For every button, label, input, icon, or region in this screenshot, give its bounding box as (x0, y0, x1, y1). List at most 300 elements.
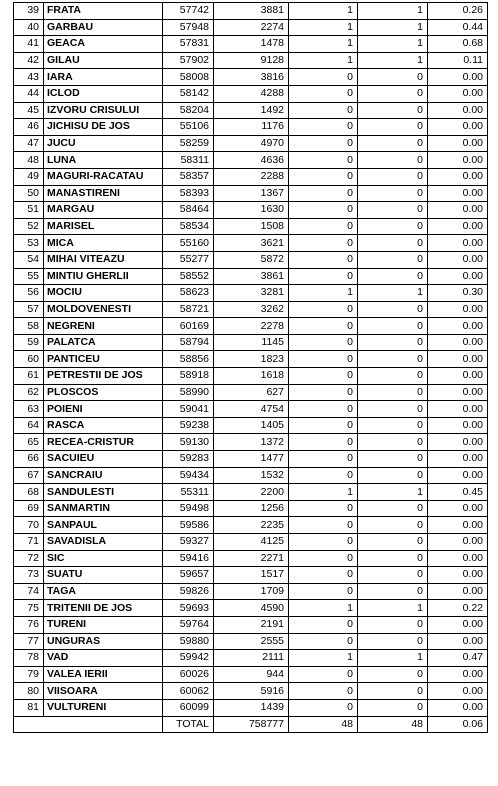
code-value: 59434 (163, 467, 214, 484)
count-b-value: 1 (358, 285, 428, 302)
table-row (14, 285, 488, 302)
count-a-value: 0 (289, 168, 358, 185)
code-value: 60169 (163, 318, 214, 335)
population-value: 1176 (214, 119, 289, 136)
table-row (14, 185, 488, 202)
table-row (14, 368, 488, 385)
count-b-value: 0 (358, 633, 428, 650)
table-row (14, 69, 488, 86)
code-value: 60026 (163, 666, 214, 683)
population-value: 3881 (214, 3, 289, 20)
count-b-value: 0 (358, 85, 428, 102)
population-value: 2288 (214, 168, 289, 185)
table-row (14, 451, 488, 468)
count-b-value: 0 (358, 368, 428, 385)
code-value: 55277 (163, 251, 214, 268)
code-value: 58259 (163, 135, 214, 152)
code-value: 60062 (163, 683, 214, 700)
row-number: 50 (14, 185, 44, 202)
count-b-value: 0 (358, 334, 428, 351)
rate-value: 0.00 (428, 550, 488, 567)
table-row (14, 600, 488, 617)
count-a-value: 0 (289, 301, 358, 318)
count-a-value: 1 (289, 600, 358, 617)
count-a-value: 1 (289, 52, 358, 69)
row-number: 44 (14, 85, 44, 102)
table-row (14, 318, 488, 335)
rate-value: 0.00 (428, 616, 488, 633)
row-number: 57 (14, 301, 44, 318)
rate-value: 0.45 (428, 484, 488, 501)
population-value: 627 (214, 384, 289, 401)
count-b-value: 0 (358, 168, 428, 185)
commune-name: VAD (44, 650, 163, 667)
count-a-value: 0 (289, 334, 358, 351)
rate-value: 0.00 (428, 119, 488, 136)
table-row (14, 135, 488, 152)
count-a-value: 0 (289, 633, 358, 650)
count-a-value: 0 (289, 251, 358, 268)
code-value: 59826 (163, 583, 214, 600)
count-a-value: 0 (289, 699, 358, 716)
row-number: 73 (14, 567, 44, 584)
table-row (14, 550, 488, 567)
table-row (14, 152, 488, 169)
rate-value: 0.00 (428, 301, 488, 318)
commune-name: MINTIU GHERLII (44, 268, 163, 285)
commune-name: VALEA IERII (44, 666, 163, 683)
row-number: 66 (14, 451, 44, 468)
commune-name: SIC (44, 550, 163, 567)
data-table (13, 2, 488, 733)
row-number: 81 (14, 699, 44, 716)
code-value: 58534 (163, 218, 214, 235)
row-number: 53 (14, 235, 44, 252)
table-row (14, 268, 488, 285)
population-value: 3262 (214, 301, 289, 318)
table-row (14, 36, 488, 53)
code-value: 59498 (163, 500, 214, 517)
table-row (14, 500, 488, 517)
count-a-value: 0 (289, 318, 358, 335)
commune-name: PLOSCOS (44, 384, 163, 401)
commune-name: SANPAUL (44, 517, 163, 534)
count-b-value: 0 (358, 583, 428, 600)
commune-name: SANMARTIN (44, 500, 163, 517)
rate-value: 0.00 (428, 401, 488, 418)
count-b-value: 0 (358, 152, 428, 169)
row-number: 52 (14, 218, 44, 235)
table-row (14, 301, 488, 318)
row-number: 65 (14, 434, 44, 451)
rate-value: 0.00 (428, 168, 488, 185)
row-number: 56 (14, 285, 44, 302)
code-value: 58623 (163, 285, 214, 302)
commune-name: PETRESTII DE JOS (44, 368, 163, 385)
count-b-value: 0 (358, 451, 428, 468)
row-number: 49 (14, 168, 44, 185)
row-number: 77 (14, 633, 44, 650)
rate-value: 0.11 (428, 52, 488, 69)
count-b-value: 0 (358, 567, 428, 584)
count-b-value: 0 (358, 301, 428, 318)
population-value: 2111 (214, 650, 289, 667)
commune-name: IZVORU CRISULUI (44, 102, 163, 119)
count-a-value: 0 (289, 467, 358, 484)
count-b-value: 0 (358, 401, 428, 418)
rate-value: 0.26 (428, 3, 488, 20)
rate-value: 0.68 (428, 36, 488, 53)
commune-name: MANASTIRENI (44, 185, 163, 202)
row-number: 55 (14, 268, 44, 285)
code-value: 59416 (163, 550, 214, 567)
total-blank-cell (14, 716, 163, 733)
rate-value: 0.00 (428, 102, 488, 119)
table-body (14, 3, 488, 717)
rate-value: 0.00 (428, 434, 488, 451)
count-b-value: 1 (358, 650, 428, 667)
commune-name: TAGA (44, 583, 163, 600)
code-value: 58204 (163, 102, 214, 119)
commune-name: SANCRAIU (44, 467, 163, 484)
rate-value: 0.00 (428, 368, 488, 385)
rate-value: 0.00 (428, 451, 488, 468)
commune-name: SAVADISLA (44, 534, 163, 551)
code-value: 57902 (163, 52, 214, 69)
population-value: 1508 (214, 218, 289, 235)
population-value: 4970 (214, 135, 289, 152)
table-row (14, 666, 488, 683)
count-a-value: 0 (289, 451, 358, 468)
count-b-value: 0 (358, 185, 428, 202)
count-b-value: 0 (358, 202, 428, 219)
population-value: 2235 (214, 517, 289, 534)
rate-value: 0.00 (428, 185, 488, 202)
count-a-value: 0 (289, 235, 358, 252)
count-b-value: 0 (358, 251, 428, 268)
count-b-value: 1 (358, 36, 428, 53)
population-value: 1439 (214, 699, 289, 716)
row-number: 63 (14, 401, 44, 418)
rate-value: 0.00 (428, 500, 488, 517)
table-row (14, 467, 488, 484)
population-value: 1478 (214, 36, 289, 53)
table-row (14, 202, 488, 219)
code-value: 58008 (163, 69, 214, 86)
row-number: 70 (14, 517, 44, 534)
population-value: 1372 (214, 434, 289, 451)
table-row (14, 534, 488, 551)
commune-name: SUATU (44, 567, 163, 584)
row-number: 59 (14, 334, 44, 351)
population-value: 4754 (214, 401, 289, 418)
rate-value: 0.22 (428, 600, 488, 617)
row-number: 71 (14, 534, 44, 551)
rate-value: 0.00 (428, 666, 488, 683)
rate-value: 0.00 (428, 351, 488, 368)
count-b-value: 0 (358, 135, 428, 152)
code-value: 60099 (163, 699, 214, 716)
row-number: 68 (14, 484, 44, 501)
count-b-value: 0 (358, 119, 428, 136)
commune-name: SACUIEU (44, 451, 163, 468)
commune-name: SANDULESTI (44, 484, 163, 501)
commune-name: JICHISU DE JOS (44, 119, 163, 136)
row-number: 45 (14, 102, 44, 119)
code-value: 58856 (163, 351, 214, 368)
population-value: 4125 (214, 534, 289, 551)
row-number: 41 (14, 36, 44, 53)
population-value: 1367 (214, 185, 289, 202)
population-value: 1709 (214, 583, 289, 600)
population-value: 1405 (214, 417, 289, 434)
count-b-value: 1 (358, 484, 428, 501)
count-a-value: 0 (289, 534, 358, 551)
population-value: 5916 (214, 683, 289, 700)
commune-name: PANTICEU (44, 351, 163, 368)
row-number: 39 (14, 3, 44, 20)
row-number: 69 (14, 500, 44, 517)
table-row (14, 384, 488, 401)
commune-name: MOCIU (44, 285, 163, 302)
total-row (14, 716, 488, 733)
code-value: 58464 (163, 202, 214, 219)
rate-value: 0.00 (428, 268, 488, 285)
code-value: 55311 (163, 484, 214, 501)
code-value: 57742 (163, 3, 214, 20)
total-col5: 48 (289, 716, 358, 733)
commune-name: GILAU (44, 52, 163, 69)
count-a-value: 0 (289, 500, 358, 517)
count-b-value: 0 (358, 517, 428, 534)
population-value: 2191 (214, 616, 289, 633)
count-b-value: 1 (358, 19, 428, 36)
population-value: 4636 (214, 152, 289, 169)
rate-value: 0.00 (428, 202, 488, 219)
count-b-value: 1 (358, 600, 428, 617)
count-a-value: 0 (289, 417, 358, 434)
code-value: 57831 (163, 36, 214, 53)
count-a-value: 0 (289, 567, 358, 584)
count-a-value: 0 (289, 152, 358, 169)
count-b-value: 1 (358, 3, 428, 20)
population-value: 1618 (214, 368, 289, 385)
count-a-value: 1 (289, 650, 358, 667)
population-value: 944 (214, 666, 289, 683)
count-a-value: 0 (289, 69, 358, 86)
count-b-value: 0 (358, 235, 428, 252)
code-value: 59657 (163, 567, 214, 584)
row-number: 78 (14, 650, 44, 667)
table-row (14, 401, 488, 418)
commune-name: PALATCA (44, 334, 163, 351)
table-row (14, 683, 488, 700)
table-row (14, 218, 488, 235)
rate-value: 0.00 (428, 69, 488, 86)
table-row (14, 699, 488, 716)
rate-value: 0.00 (428, 699, 488, 716)
code-value: 58918 (163, 368, 214, 385)
count-b-value: 1 (358, 52, 428, 69)
table-row (14, 119, 488, 136)
population-value: 3281 (214, 285, 289, 302)
count-b-value: 0 (358, 417, 428, 434)
rate-value: 0.00 (428, 633, 488, 650)
population-value: 1823 (214, 351, 289, 368)
commune-name: MAGURI-RACATAU (44, 168, 163, 185)
code-value: 55106 (163, 119, 214, 136)
commune-name: RASCA (44, 417, 163, 434)
row-number: 67 (14, 467, 44, 484)
commune-name: VIISOARA (44, 683, 163, 700)
population-value: 4590 (214, 600, 289, 617)
table-row (14, 484, 488, 501)
rate-value: 0.30 (428, 285, 488, 302)
table-row (14, 517, 488, 534)
count-b-value: 0 (358, 699, 428, 716)
row-number: 47 (14, 135, 44, 152)
population-value: 1477 (214, 451, 289, 468)
count-b-value: 0 (358, 500, 428, 517)
count-b-value: 0 (358, 268, 428, 285)
row-number: 61 (14, 368, 44, 385)
code-value: 58990 (163, 384, 214, 401)
code-value: 58794 (163, 334, 214, 351)
count-b-value: 0 (358, 467, 428, 484)
count-a-value: 0 (289, 202, 358, 219)
count-a-value: 0 (289, 517, 358, 534)
commune-name: UNGURAS (44, 633, 163, 650)
total-rate: 0.06 (428, 716, 488, 733)
code-value: 58721 (163, 301, 214, 318)
count-a-value: 0 (289, 135, 358, 152)
code-value: 59130 (163, 434, 214, 451)
count-b-value: 0 (358, 666, 428, 683)
count-a-value: 1 (289, 484, 358, 501)
commune-name: FRATA (44, 3, 163, 20)
row-number: 60 (14, 351, 44, 368)
table-row (14, 334, 488, 351)
population-value: 5872 (214, 251, 289, 268)
table-row (14, 3, 488, 20)
count-a-value: 0 (289, 583, 358, 600)
count-a-value: 0 (289, 683, 358, 700)
commune-name: TRITENII DE JOS (44, 600, 163, 617)
count-a-value: 0 (289, 85, 358, 102)
population-value: 1492 (214, 102, 289, 119)
rate-value: 0.00 (428, 467, 488, 484)
population-value: 1517 (214, 567, 289, 584)
count-a-value: 0 (289, 351, 358, 368)
count-a-value: 1 (289, 36, 358, 53)
rate-value: 0.00 (428, 517, 488, 534)
table-row (14, 567, 488, 584)
table-row (14, 583, 488, 600)
population-value: 1256 (214, 500, 289, 517)
rate-value: 0.00 (428, 135, 488, 152)
count-b-value: 0 (358, 351, 428, 368)
table-row (14, 52, 488, 69)
row-number: 40 (14, 19, 44, 36)
population-value: 2200 (214, 484, 289, 501)
row-number: 46 (14, 119, 44, 136)
code-value: 58393 (163, 185, 214, 202)
code-value: 59283 (163, 451, 214, 468)
commune-name: MARISEL (44, 218, 163, 235)
row-number: 54 (14, 251, 44, 268)
code-value: 59238 (163, 417, 214, 434)
commune-name: GEACA (44, 36, 163, 53)
table-row (14, 251, 488, 268)
row-number: 64 (14, 417, 44, 434)
commune-name: JUCU (44, 135, 163, 152)
count-a-value: 1 (289, 285, 358, 302)
code-value: 59327 (163, 534, 214, 551)
commune-name: ICLOD (44, 85, 163, 102)
table-row (14, 434, 488, 451)
count-b-value: 0 (358, 218, 428, 235)
count-a-value: 0 (289, 666, 358, 683)
row-number: 42 (14, 52, 44, 69)
commune-name: MOLDOVENESTI (44, 301, 163, 318)
commune-name: IARA (44, 69, 163, 86)
table-row (14, 168, 488, 185)
code-value: 58357 (163, 168, 214, 185)
count-b-value: 0 (358, 616, 428, 633)
table-row (14, 633, 488, 650)
rate-value: 0.00 (428, 235, 488, 252)
count-a-value: 1 (289, 3, 358, 20)
commune-name: NEGRENI (44, 318, 163, 335)
count-b-value: 0 (358, 69, 428, 86)
commune-name: VULTURENI (44, 699, 163, 716)
rate-value: 0.47 (428, 650, 488, 667)
code-value: 59764 (163, 616, 214, 633)
rate-value: 0.00 (428, 318, 488, 335)
rate-value: 0.00 (428, 251, 488, 268)
count-b-value: 0 (358, 534, 428, 551)
code-value: 59586 (163, 517, 214, 534)
table-row (14, 235, 488, 252)
count-a-value: 0 (289, 102, 358, 119)
population-value: 1145 (214, 334, 289, 351)
count-a-value: 0 (289, 368, 358, 385)
code-value: 59942 (163, 650, 214, 667)
code-value: 59693 (163, 600, 214, 617)
population-value: 9128 (214, 52, 289, 69)
code-value: 55160 (163, 235, 214, 252)
count-a-value: 0 (289, 384, 358, 401)
count-b-value: 0 (358, 318, 428, 335)
population-value: 2274 (214, 19, 289, 36)
population-value: 2555 (214, 633, 289, 650)
count-b-value: 0 (358, 384, 428, 401)
count-a-value: 1 (289, 19, 358, 36)
table-row (14, 102, 488, 119)
commune-name: MIHAI VITEAZU (44, 251, 163, 268)
code-value: 59880 (163, 633, 214, 650)
count-a-value: 0 (289, 185, 358, 202)
rate-value: 0.44 (428, 19, 488, 36)
table-row (14, 19, 488, 36)
count-a-value: 0 (289, 616, 358, 633)
table-row (14, 616, 488, 633)
rate-value: 0.00 (428, 334, 488, 351)
code-value: 58311 (163, 152, 214, 169)
row-number: 80 (14, 683, 44, 700)
commune-name: LUNA (44, 152, 163, 169)
table-row (14, 650, 488, 667)
